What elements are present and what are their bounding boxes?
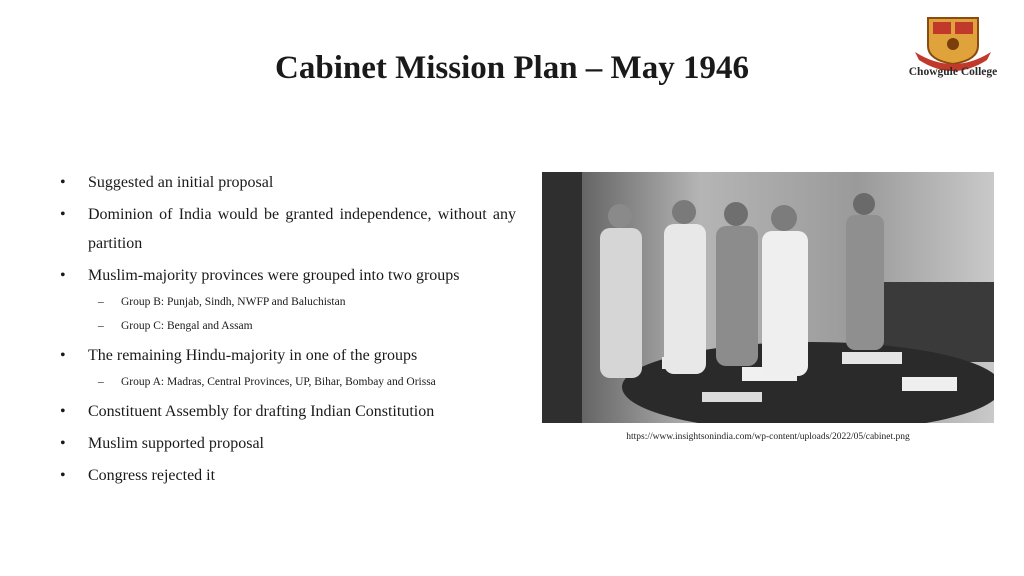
bullet-text: Constituent Assembly for drafting Indian Constitution [88, 403, 435, 420]
bullet-dot: • [60, 467, 66, 484]
sub-item [88, 314, 516, 338]
sub-list [88, 290, 516, 338]
bullet-dot: • [60, 206, 66, 223]
bullet-text: Suggested an initial proposal [88, 174, 274, 191]
sub-dash: – [98, 296, 104, 308]
bullet-text: The remaining Hindu-majority in one of the groups [88, 347, 418, 364]
slide-title: Cabinet Mission Plan – May 1946 [275, 50, 749, 86]
bullet-item [60, 200, 516, 258]
bullet-dot: • [60, 267, 66, 284]
bullet-text: Muslim supported proposal [88, 435, 264, 452]
logo-text: Chowgule College [908, 66, 998, 78]
historical-photo [542, 172, 994, 423]
sub-text: Group A: Madras, Central Provinces, UP, Bihar, Bombay and Orissa [121, 376, 436, 388]
sub-list [88, 370, 516, 394]
bullet-item [60, 429, 516, 458]
bullet-item [60, 397, 516, 426]
bullet-dot: • [60, 347, 66, 364]
image-caption: https://www.insightsonindia.com/wp-content/uploads/2022/05/cabinet.png [626, 432, 910, 442]
bullet-item [60, 341, 516, 394]
sub-text: Group B: Punjab, Sindh, NWFP and Baluchistan [121, 296, 346, 308]
sub-item [88, 290, 516, 314]
sub-dash: – [98, 320, 104, 332]
bullet-item [60, 168, 516, 197]
bullet-text: Dominion of India would be granted independence, without any partition [88, 206, 516, 252]
bullet-list [60, 168, 516, 490]
bullet-dot: • [60, 435, 66, 452]
sub-item [88, 370, 516, 394]
bullet-item [60, 261, 516, 338]
bullet-dot: • [60, 174, 66, 191]
sub-dash: – [98, 376, 104, 388]
bullet-dot: • [60, 403, 66, 420]
bullet-text: Muslim-majority provinces were grouped into two groups [88, 267, 460, 284]
bullet-item [60, 461, 516, 490]
sub-text: Group C: Bengal and Assam [121, 320, 253, 332]
bullet-text: Congress rejected it [88, 467, 216, 484]
